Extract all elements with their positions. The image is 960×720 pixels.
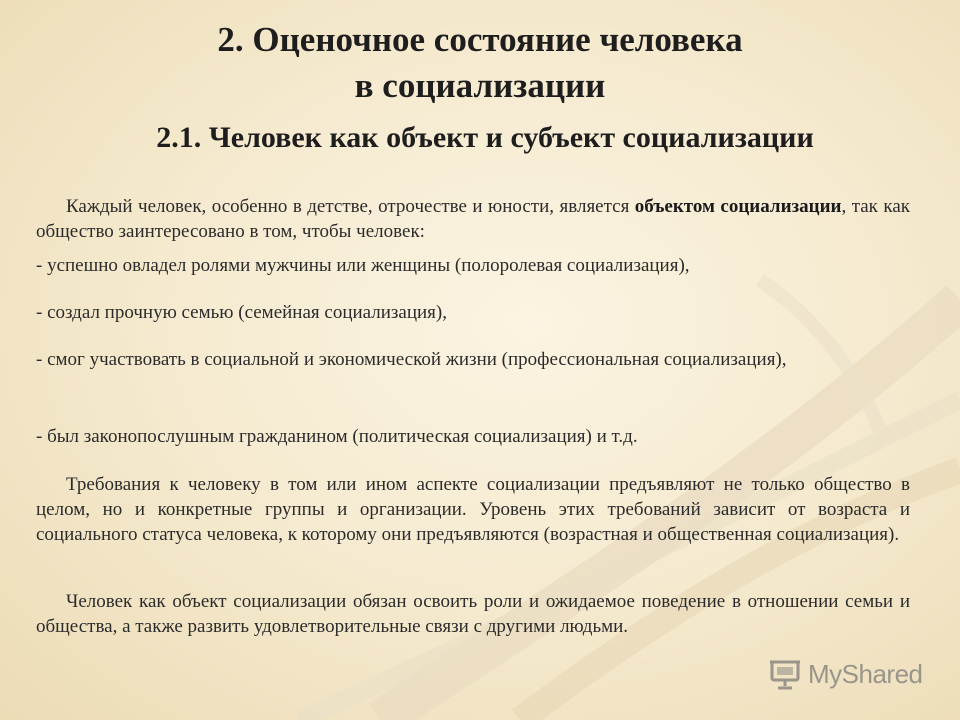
intro-text-after: , так как общество заинтересовано в том, чтобы человек: xyxy=(36,196,910,242)
myshared-watermark xyxy=(768,656,938,692)
list-item: - создал прочную семью (семейная социализация), xyxy=(36,302,447,323)
watermark-label: MyShared xyxy=(808,658,923,689)
requirements-paragraph: Требования к человеку в том или ином аспекте социализации предъявляют не только общество в целом, но и конкретные группы и организации. Уровень этих требований зависит от возраста и социального статуса человека, к которому они предъявляются (возрастная и общественная социализация). xyxy=(36,474,910,545)
page-title-line1: 2. Оценочное состояние человека xyxy=(217,20,743,59)
presentation-board-icon xyxy=(768,657,802,691)
list-item: - успешно овладел ролями мужчины или женщины (полоролевая социализация), xyxy=(36,255,690,276)
intro-bold-term: объектом социализации xyxy=(634,196,842,217)
section-subtitle: 2.1. Человек как объект и субъект социализации xyxy=(156,121,814,154)
intro-paragraph xyxy=(36,194,910,244)
list-item: - смог участвовать в социальной и экономической жизни (профессиональная социализация), xyxy=(36,349,787,370)
page-title-line2: в социализации xyxy=(354,66,606,105)
list-item: - был законопослушным гражданином (политическая социализация) и т.д. xyxy=(36,426,638,447)
object-paragraph: Человек как объект социализации обязан освоить роли и ожидаемое поведение в отношении семьи и общества, а также развить удовлетворительные связи с другими людьми. xyxy=(36,591,910,637)
intro-text-before: Каждый человек, особенно в детстве, отрочестве и юности, является xyxy=(66,196,635,217)
